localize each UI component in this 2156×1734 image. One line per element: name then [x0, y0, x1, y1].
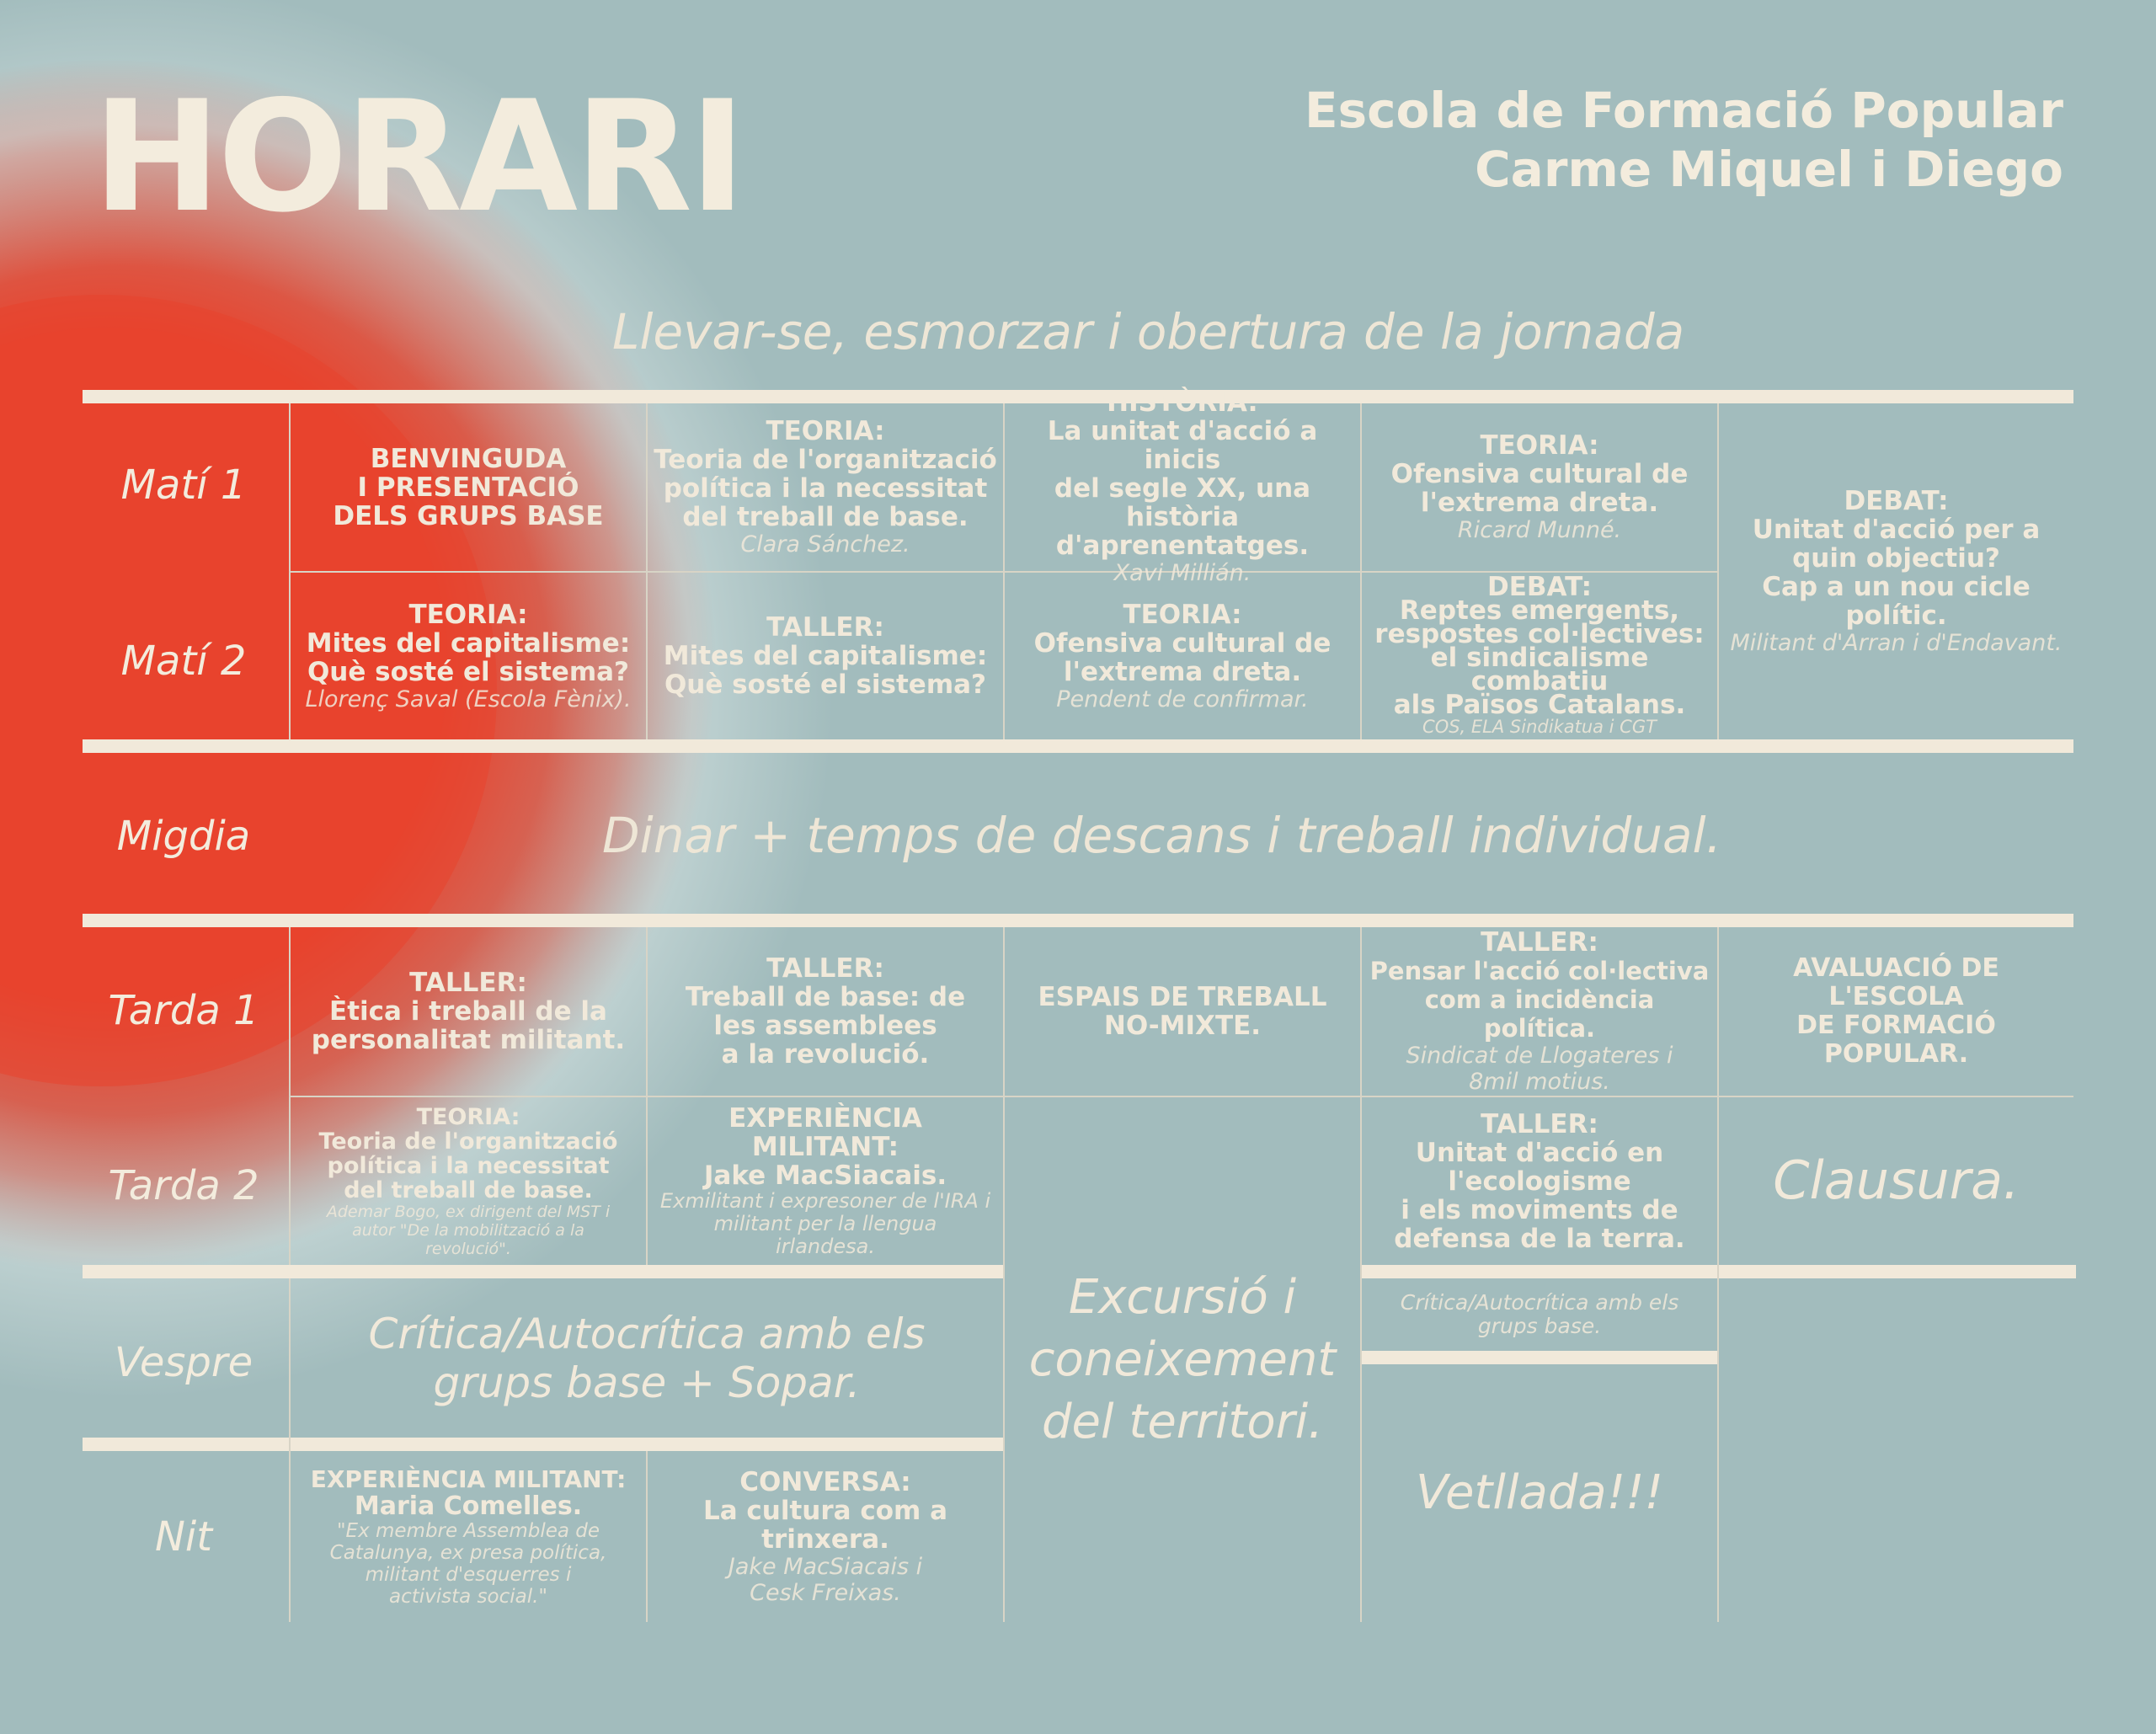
session-excursio	[1005, 1097, 1360, 1622]
session-t2-c5	[1719, 1097, 2073, 1265]
session-title: Ètica i treball de la personalitat militant.	[311, 996, 626, 1055]
session-t2-c4	[1362, 1097, 1717, 1265]
session-person: Llorenç Saval (Escola Fènix).	[305, 686, 632, 712]
session-m1-c4	[1362, 403, 1717, 571]
session-m2-c4	[1362, 573, 1717, 739]
session-m2-c1	[291, 573, 646, 739]
session-title: Mites del capitalisme: Què sosté el sistema?	[306, 627, 631, 687]
row-label-mati2: Matí 2	[120, 638, 247, 685]
session-nit-c2	[648, 1451, 1003, 1622]
session-m12-c5	[1719, 403, 2073, 739]
row-label-tarda1: Tarda 1	[108, 987, 259, 1034]
session-title: Teoria de l'organització política i la necessitat del treball de base.	[318, 1128, 618, 1203]
session-person: Clara Sánchez.	[740, 531, 910, 558]
session-kind: TEORIA:	[408, 599, 528, 630]
session-person: Exmilitant i expresoner de l'IRA i militant per la llengua irlandesa.	[659, 1189, 991, 1258]
page-title: HORARI	[93, 67, 743, 246]
session-title: Unitat d'acció per a quin objectiu? Cap a un nou cicle polític.	[1752, 515, 2041, 631]
row-label-vespre: Vespre	[114, 1339, 253, 1386]
session-m1-c3	[1005, 387, 1360, 586]
session-t1-c1	[291, 927, 646, 1096]
session-text: Clausura.	[1773, 1150, 2020, 1212]
divider-bar	[83, 1265, 1003, 1278]
row-label-mati1: Matí 1	[120, 462, 247, 509]
session-title: BENVINGUDA I PRESENTACIÓ DELS GRUPS BASE	[333, 443, 604, 531]
session-vespre-c4	[1362, 1278, 1717, 1351]
morning-banner: Llevar-se, esmorzar i obertura de la jornada	[612, 303, 1685, 360]
session-title: La cultura com a trinxera.	[702, 1495, 948, 1555]
session-kind: TEORIA:	[1123, 599, 1242, 630]
session-m1-c1	[291, 403, 646, 571]
session-t2-c2	[648, 1097, 1003, 1265]
session-kind: TEORIA:	[766, 416, 885, 446]
session-kind: EXPERIÈNCIA MILITANT:	[310, 1465, 627, 1493]
session-person: Ricard Munné.	[1457, 517, 1622, 543]
session-title: Teoria de l'organització política i la necessitat del treball de base.	[654, 445, 997, 532]
divider-bar	[83, 914, 2073, 927]
session-person: Militant d'Arran i d'Endavant.	[1730, 630, 2063, 656]
session-text: Vetllada!!!	[1415, 1465, 1664, 1521]
session-person: Jake MacSiacais i Cesk Freixas.	[728, 1553, 923, 1606]
session-m1-c2	[648, 403, 1003, 571]
session-vespre-c12	[291, 1278, 1003, 1438]
session-person: Sindicat de Llogateres i 8mil motius.	[1406, 1043, 1673, 1095]
midday-banner: Dinar + temps de descans i treball individual.	[602, 807, 1722, 864]
session-text: Excursió i coneixement del territori.	[1028, 1269, 1337, 1449]
session-title: Pensar l'acció col·lectiva com a incidència política.	[1369, 957, 1710, 1043]
session-kind: DEBAT:	[1487, 571, 1592, 602]
session-t1-c2	[648, 927, 1003, 1096]
session-m2-c2	[648, 573, 1003, 739]
session-kind: TEORIA:	[1480, 430, 1599, 461]
session-kind: TALLER:	[409, 968, 527, 998]
divider-bar	[1360, 1351, 1718, 1364]
row-label-migdia: Migdia	[116, 813, 251, 860]
session-kind: DEBAT:	[1844, 486, 1949, 516]
session-nit-c1	[291, 1451, 646, 1622]
session-kind: TALLER:	[1481, 927, 1598, 958]
session-m2-c3	[1005, 573, 1360, 739]
session-title: Reptes emergents, respostes col·lectives: el sindicalisme combatiu als Països Catalans.	[1374, 595, 1705, 720]
session-title: Unitat d'acció en l'ecologisme i els moviments de defensa de la terra.	[1394, 1137, 1685, 1254]
session-text: Crítica/Autocrítica amb els grups base.	[1400, 1290, 1679, 1338]
session-kind: HISTÒRIA:	[1107, 387, 1258, 418]
school-line-2: Carme Miquel i Diego	[1475, 141, 2063, 198]
session-kind: TALLER:	[766, 612, 884, 643]
session-person: Pendent de confirmar.	[1056, 686, 1309, 712]
session-title: La unitat d'acció a inicis del segle XX, una història d'aprenentatges.	[1047, 416, 1318, 561]
session-person: "Ex membre Assemblea de Catalunya, ex presa política, militant d'esquerres i activista social."	[329, 1519, 607, 1608]
session-kind: TEORIA:	[416, 1103, 520, 1130]
session-title: Maria Comelles.	[354, 1491, 583, 1521]
session-title: AVALUACIÓ DE L'ESCOLA DE FORMACIÓ POPULAR.	[1793, 953, 1999, 1069]
session-t1-c5	[1719, 927, 2073, 1096]
session-title: Ofensiva cultural de l'extrema dreta.	[1033, 627, 1331, 687]
session-title: Jake MacSiacais.	[703, 1160, 947, 1191]
session-title: Treball de base: de les assemblees a la revolució.	[685, 982, 966, 1070]
session-title: Mites del capitalisme: Què sosté el sistema?	[663, 641, 988, 700]
row-label-tarda2: Tarda 2	[108, 1162, 259, 1209]
session-t1-c3	[1005, 927, 1360, 1096]
session-nit-c4	[1362, 1364, 1717, 1622]
session-t1-c4	[1362, 927, 1717, 1096]
divider-bar	[83, 390, 2073, 403]
session-kind: TALLER:	[766, 953, 884, 984]
divider-bar	[83, 1438, 1003, 1451]
row-label-nit: Nit	[154, 1513, 213, 1561]
session-t2-c1	[291, 1097, 646, 1265]
school-line-1: Escola de Formació Popular	[1304, 82, 2063, 139]
session-kind: TALLER:	[1481, 1108, 1598, 1139]
session-person: Ademar Bogo, ex dirigent del MST i autor "De la mobilització a la revolució".	[326, 1202, 611, 1258]
session-person: COS, ELA Sindikatua i CGT	[1422, 716, 1657, 737]
divider-bar	[83, 739, 2073, 753]
session-title: ESPAIS DE TREBALL NO-MIXTE.	[1038, 982, 1327, 1041]
school-name	[1305, 81, 2063, 199]
session-title: Ofensiva cultural de l'extrema dreta.	[1390, 459, 1689, 518]
session-text: Crítica/Autocrítica amb els grups base + Sopar.	[368, 1309, 926, 1407]
session-kind: CONVERSA:	[739, 1466, 911, 1497]
session-person: Xavi Millián.	[1113, 560, 1251, 586]
session-kind: EXPERIÈNCIA MILITANT:	[728, 1103, 922, 1162]
